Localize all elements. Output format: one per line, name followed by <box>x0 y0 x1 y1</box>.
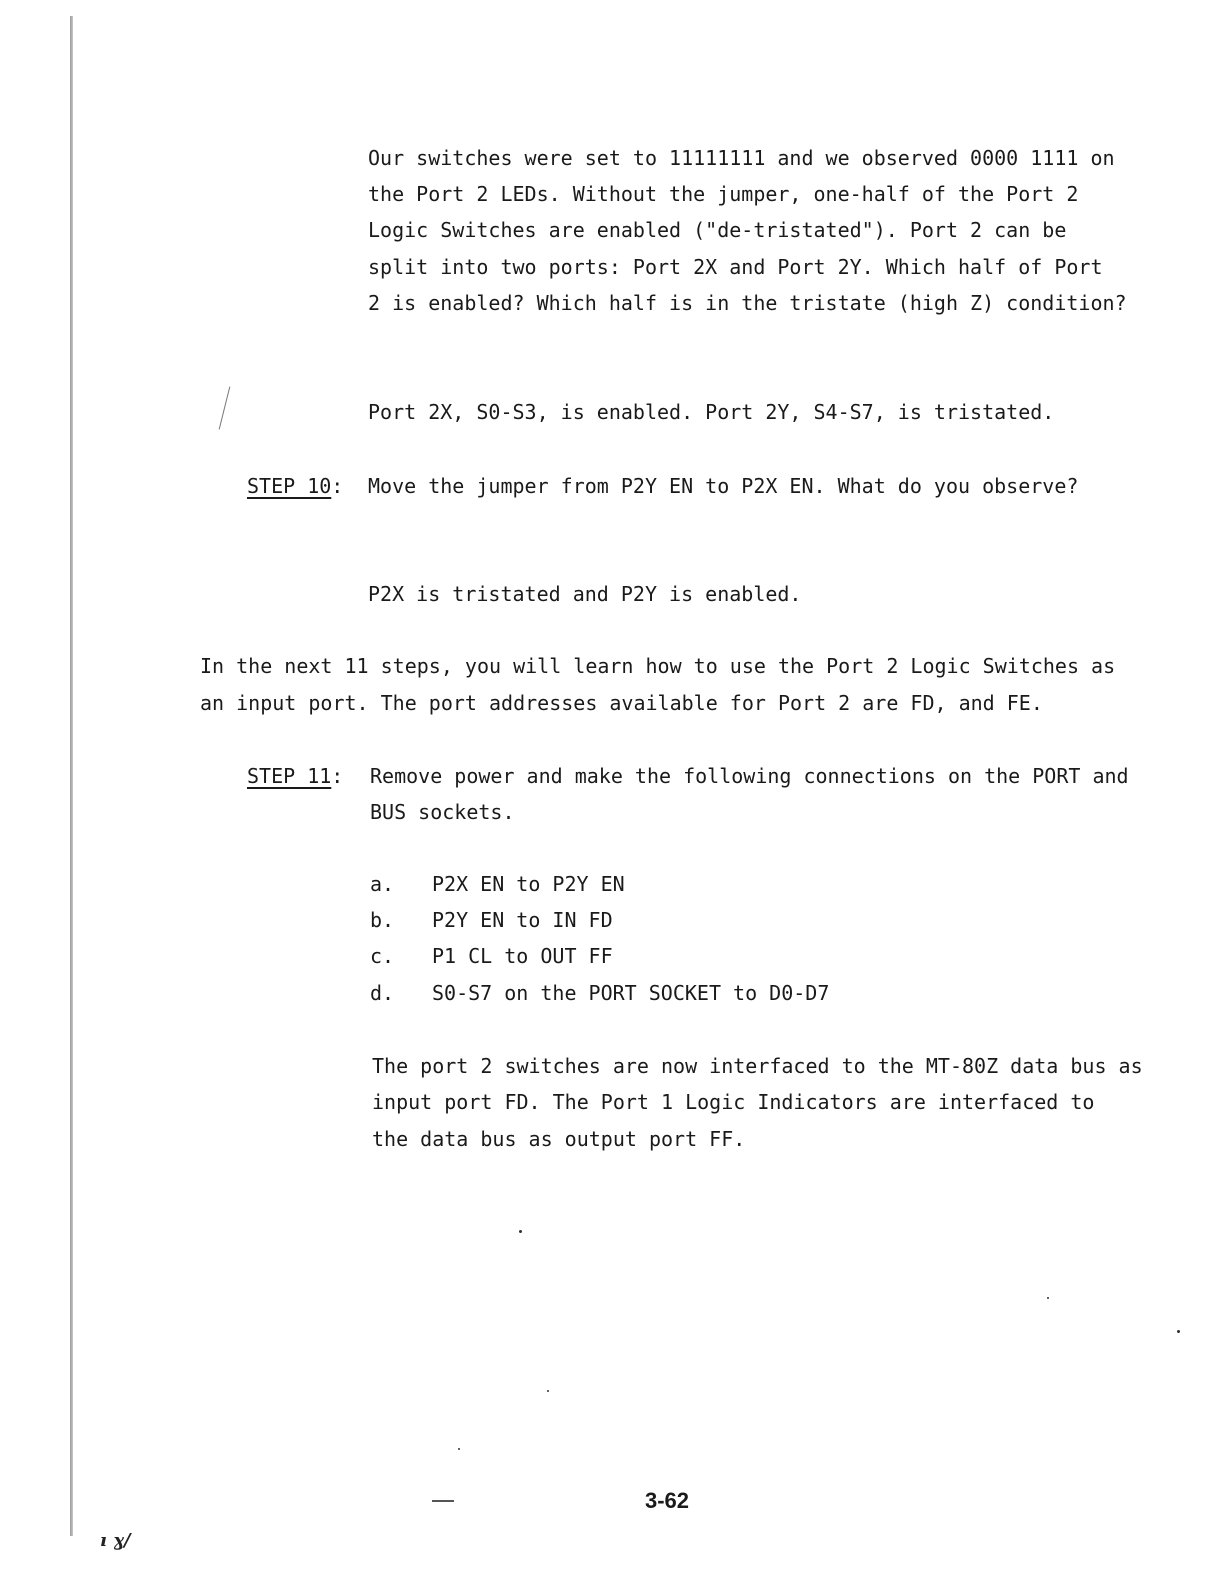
scan-speck <box>1177 1330 1180 1333</box>
paragraph-line: split into two ports: Port 2X and Port 2Y. Which half of Port <box>368 255 1103 279</box>
corner-mark: ı ɣ/ <box>100 1530 131 1551</box>
pencil-mark <box>219 387 231 430</box>
answer-text: P2X is tristated and P2Y is enabled. <box>368 582 802 606</box>
scan-speck <box>1047 1297 1049 1299</box>
step-11-text: Remove power and make the following connections on the PORT and <box>370 764 1129 788</box>
step-10-label: STEP 10: <box>247 474 344 498</box>
scan-speck <box>458 1448 460 1450</box>
page-number: 3-62 <box>645 1488 690 1513</box>
paragraph-line: an input port. The port addresses available for Port 2 are FD, and FE. <box>200 691 1043 715</box>
list-item: d. S0-S7 on the PORT SOCKET to D0-D7 <box>370 981 830 1005</box>
paragraph-line: Our switches were set to 11111111 and we observed 0000 1111 on <box>368 146 1115 170</box>
answer-text: Port 2X, S0-S3, is enabled. Port 2Y, S4-S7, is tristated. <box>368 400 1055 424</box>
list-item: a. P2X EN to P2Y EN <box>370 872 625 896</box>
step-11-text: BUS sockets. <box>370 800 515 824</box>
stray-dash <box>432 1500 454 1502</box>
paragraph-line: In the next 11 steps, you will learn how to use the Port 2 Logic Switches as <box>200 654 1116 678</box>
list-item: b. P2Y EN to IN FD <box>370 908 613 932</box>
binding-edge <box>70 16 73 1536</box>
list-item: c. P1 CL to OUT FF <box>370 944 613 968</box>
step-11-label: STEP 11: <box>247 764 344 788</box>
scan-speck <box>547 1390 549 1392</box>
paragraph-line: the data bus as output port FF. <box>372 1127 746 1151</box>
paragraph-line: input port FD. The Port 1 Logic Indicators are interfaced to <box>372 1090 1095 1114</box>
paragraph-line: the Port 2 LEDs. Without the jumper, one-half of the Port 2 <box>368 182 1079 206</box>
paragraph-line: Logic Switches are enabled ("de-tristated"). Port 2 can be <box>368 218 1067 242</box>
paragraph-line: 2 is enabled? Which half is in the tristate (high Z) condition? <box>368 291 1127 315</box>
scan-speck <box>519 1230 522 1233</box>
step-10-text: Move the jumper from P2Y EN to P2X EN. What do you observe? <box>368 474 1079 498</box>
paragraph-line: The port 2 switches are now interfaced to the MT-80Z data bus as <box>372 1054 1143 1078</box>
